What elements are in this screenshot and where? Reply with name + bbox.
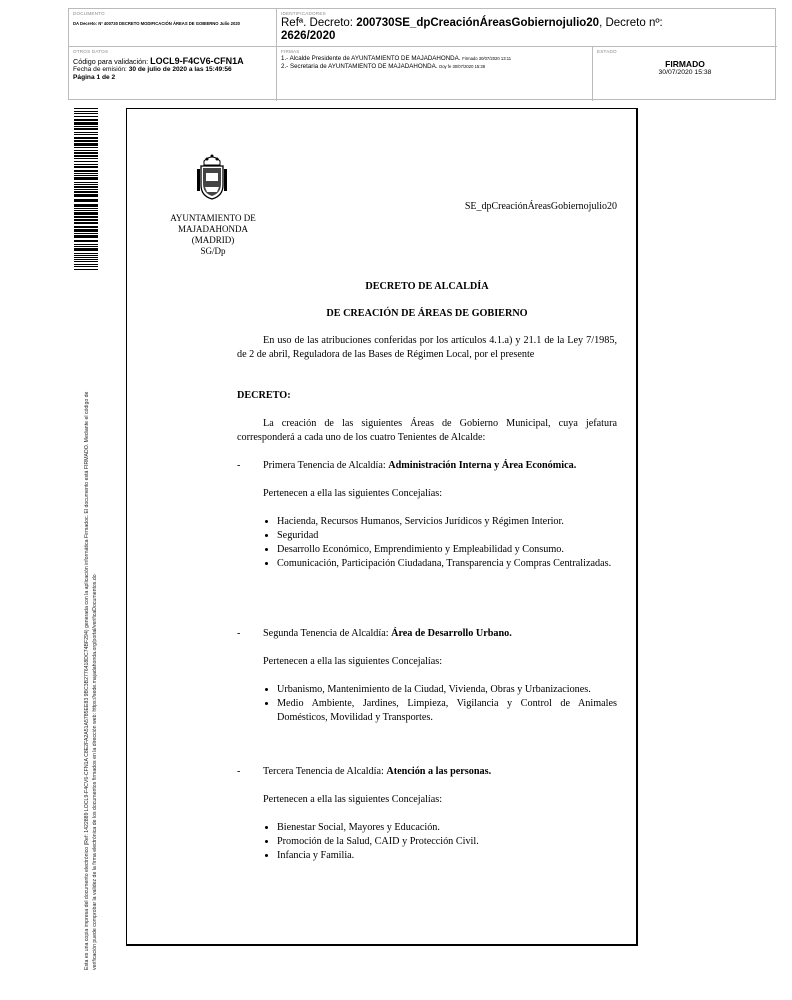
firmas-label: FIRMAS <box>281 49 300 54</box>
document-header-table <box>68 8 776 100</box>
tenencia-label: Segunda Tenencia de Alcaldía: <box>263 628 392 639</box>
tenencia-heading <box>263 765 617 779</box>
otros-datos-cell <box>69 47 277 101</box>
tenencia-area: Área de Desarrollo Urbano. <box>391 628 512 639</box>
tenencia-label: Tercera Tenencia de Alcaldía: <box>263 766 387 777</box>
list-item: • Hacienda, Recursos Humanos, Servicios Jurídicos y Régimen Interior. <box>277 515 617 529</box>
concejalias-list <box>263 683 617 725</box>
page-subtitle: DE CREACIÓN DE ÁREAS DE GOBIERNO <box>326 308 528 319</box>
tenencia-tercera <box>237 765 617 863</box>
intro-paragraph: En uso de las atribuciones conferidas por los artículos 4.1.a) y 21.1 de la Ley 7/1985, de 2 de abril, Reguladora de las Bases de Régimen Local, por el presente <box>237 335 617 360</box>
firmas-cell <box>277 47 593 101</box>
list-item: • Infancia y Familia. <box>277 849 617 863</box>
list-item: • Comunicación, Participación Ciudadana, Transparencia y Compras Centralizadas. <box>277 557 617 571</box>
tenencia-heading <box>263 627 617 641</box>
tenencia-label: Primera Tenencia de Alcaldía: <box>263 460 389 471</box>
side-legal-text <box>84 300 98 970</box>
identificadores-cell <box>277 9 777 47</box>
ref-code: 200730SE_dpCreaciónÁreasGobiernojulio20 <box>356 17 600 29</box>
tenencia-area: Administración Interna y Área Económica. <box>388 460 577 471</box>
concejalias-list <box>263 515 617 571</box>
list-dash: - <box>237 460 241 471</box>
tenencia-area: Atención a las personas. <box>386 766 492 777</box>
validation-code: LOCL9-F4CV6-CFN1A <box>150 56 244 66</box>
estado-cell <box>593 47 777 101</box>
validation-code-line <box>73 57 272 66</box>
signature-1 <box>281 55 588 63</box>
concejalias-list <box>263 821 617 863</box>
tenencia-segunda <box>237 627 617 725</box>
estado-label: ESTADO <box>597 49 617 54</box>
list-item: • Promoción de la Salud, CAID y Protección Civil. <box>277 835 617 849</box>
letterhead-line-3: (MADRID) <box>191 235 235 245</box>
status-badge: FIRMADO <box>665 59 705 69</box>
otros-label: OTROS DATOS <box>73 49 109 54</box>
ref-number: 2626/2020 <box>281 30 336 42</box>
codigo-label: Código para validación: <box>73 57 151 66</box>
signature-1-date: Firmado 30/07/2020 13:11 <box>462 56 512 61</box>
list-item: • Medio Ambiente, Jardines, Limpieza, Vigilancia y Control de Animales Domésticos, Movilidad y Transportes. <box>277 697 617 725</box>
decreto-heading: DECRETO: <box>237 390 291 401</box>
creation-paragraph: La creación de las siguientes Áreas de Gobierno Municipal, cuya jefatura corresponderá a cada uno de los cuatro Tenientes de Alcalde: <box>237 418 617 443</box>
coat-of-arms-icon <box>195 151 229 201</box>
letterhead-line-1: AYUNTAMIENTO DE <box>170 213 256 223</box>
emission-date-line <box>73 66 272 74</box>
list-item: • Urbanismo, Mantenimiento de la Ciudad, Vivienda, Obras y Urbanizaciones. <box>277 683 617 697</box>
letterhead-line-4: SG/Dp <box>200 246 226 256</box>
signature-2 <box>281 63 588 71</box>
list-dash: - <box>237 628 241 639</box>
list-item: • Bienestar Social, Mayores y Educación. <box>277 821 617 835</box>
page-title: DECRETO DE ALCALDÍA <box>365 281 489 292</box>
signature-1-text: 1.- Alcalde Presidente de AYUNTAMIENTO DE MAJADAHONDA. <box>281 55 461 62</box>
letterhead <box>153 213 273 257</box>
side-legal-line-2: verificación puede comprobar la validez de la firma electrónica de los documentos firmados en la dirección web: https://sede.majadahonda.org/portal/verificaDocumentos.do <box>92 574 98 970</box>
status-date: 30/07/2020 15:38 <box>658 69 712 76</box>
pertenecen-text: Pertenecen a ella las siguientes Concejalías: <box>263 794 443 805</box>
pertenecen-text: Pertenecen a ella las siguientes Concejalías: <box>263 488 443 499</box>
tenencia-heading <box>263 459 617 473</box>
documento-label: DOCUMENTO <box>73 11 105 16</box>
decree-reference <box>281 17 681 43</box>
decree-page <box>126 108 638 946</box>
identificadores-label: IDENTIFICADORES <box>281 11 326 16</box>
list-dash: - <box>237 766 241 777</box>
list-item: • Seguridad <box>277 529 617 543</box>
side-legal-line-1: Esta es una copia impresa del documento electrónico (Ref: 1422889 LOCL9-F4CV6-CFN1A C8E2FA2A51A5785EE83 9BC3B2776418DC74BF294) generada con la aplicación informática Firmadoc. El documento está FIRMADO. Mediante el código de <box>84 391 90 970</box>
documento-cell <box>69 9 277 47</box>
ref-mid: , Decreto nº: <box>599 17 663 29</box>
tenencia-primera <box>237 459 617 571</box>
document-reference: SE_dpCreaciónÁreasGobiernojulio20 <box>464 201 617 212</box>
pertenecen-text: Pertenecen a ella las siguientes Concejalías: <box>263 656 443 667</box>
documento-text: DA Decreto: Nº 400730 DECRETO MODIFICACIÓN ÁREAS DE GOBIERNO Julio 2020 <box>73 21 240 26</box>
ref-prefix: Refª. Decreto: <box>281 17 357 29</box>
page-count: Página 1 de 2 <box>73 74 116 81</box>
signature-2-text: 2.- Secretaria de AYUNTAMIENTO DE MAJADAHONDA. <box>281 63 438 70</box>
signature-2-date: Doy fe 30/07/2020 15:38 <box>439 64 486 69</box>
list-item: • Desarrollo Económico, Emprendimiento y Empleabilidad y Consumo. <box>277 543 617 557</box>
barcode <box>74 108 98 272</box>
emission-date: 30 de julio de 2020 a las 15:49:56 <box>128 66 232 73</box>
letterhead-line-2: MAJADAHONDA <box>177 224 248 234</box>
fecha-label: Fecha de emisión: <box>73 66 129 73</box>
